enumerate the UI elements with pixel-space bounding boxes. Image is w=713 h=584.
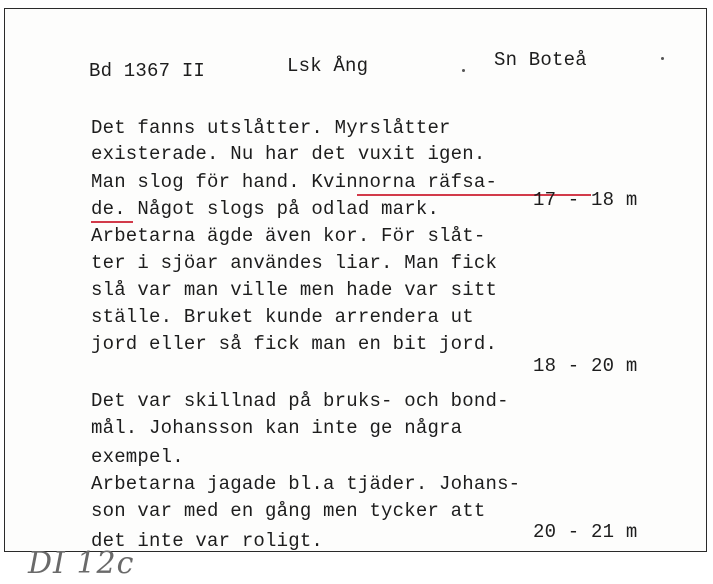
text-line: son var med en gång men tycker att [91,500,486,522]
stray-mark [661,57,664,60]
handwritten-note: DI 12c [28,546,135,581]
text-line: jord eller så fick man en bit jord. [91,333,498,355]
red-underline [91,221,133,223]
time-marker: 20 - 21 m [533,521,638,543]
card-district: Sn Boteå [494,49,587,71]
time-marker: 18 - 20 m [533,355,638,377]
card-code: Bd 1367 II [89,60,206,82]
card-parish: Lsk Ång [287,55,369,77]
text-line: Det var skillnad på bruks- och bond- [91,390,509,412]
text-line: slå var man ville men hade var sitt [91,279,498,301]
text-line: ter i sjöar användes liar. Man fick [91,252,498,274]
stray-mark [462,69,465,72]
text-line: Arbetarna ägde även kor. För slåt- [91,225,486,247]
text-line: Man slog för hand. Kvinnorna räfsa- [91,171,498,193]
text-line: mål. Johansson kan inte ge några [91,417,463,439]
time-marker: 17 - 18 m [533,189,638,211]
text-line: existerade. Nu har det vuxit igen. [91,143,486,165]
text-line: Arbetarna jagade bl.a tjäder. Johans- [91,473,521,495]
text-line: ställe. Bruket kunde arrendera ut [91,306,474,328]
text-line: Det fanns utslåtter. Myrslåtter [91,117,451,139]
text-line: det inte var roligt. [91,530,324,552]
text-line: de. Något slogs på odlad mark. [91,198,440,220]
archive-card [4,8,707,552]
text-line: exempel. [91,446,184,468]
